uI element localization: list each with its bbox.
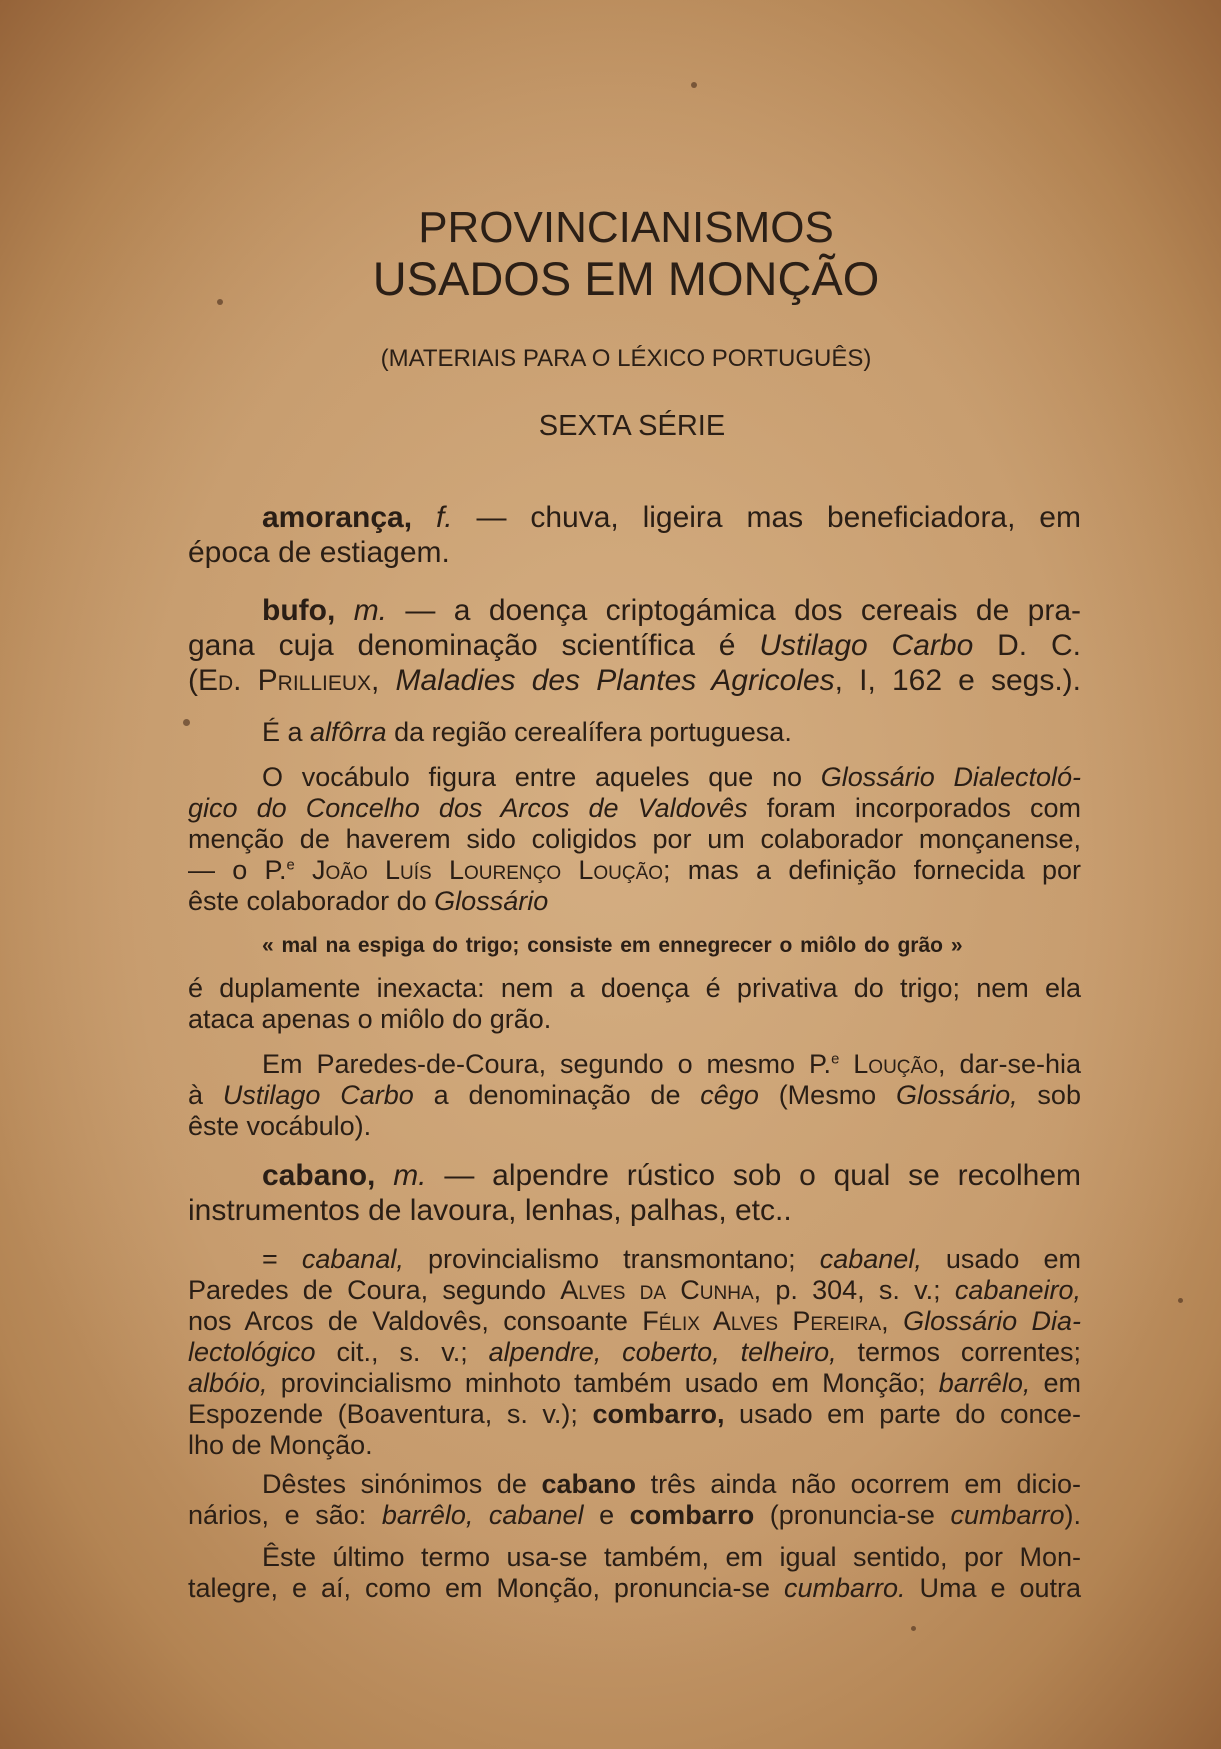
note-text: nos Arcos de Valdovês, consoante [188, 1306, 643, 1336]
italic-term: barrêlo, [938, 1368, 1031, 1398]
note-text: = [262, 1244, 302, 1274]
text-line [188, 1275, 1081, 1306]
text-line [188, 1430, 1081, 1461]
italic-term: cabanal, [301, 1244, 404, 1274]
note-text: , dar-se-hia [937, 1049, 1081, 1079]
italic-term: Ustilago Carbo [759, 629, 974, 662]
note-text: usado em parte do conce- [724, 1399, 1081, 1429]
note-paragraph [188, 762, 1081, 917]
definition-text: — chuva, ligeira mas beneficiadora, em [452, 501, 1081, 534]
note-paragraph [188, 1049, 1081, 1142]
note-text: O vocábulo figura entre aqueles que no [262, 762, 821, 792]
text-line [188, 535, 1081, 570]
definition-text: — a doença criptogámica dos cereais de pra- [387, 594, 1082, 627]
author-name: Ed. Prillieux [198, 664, 372, 697]
bold-term: combarro, [592, 1399, 725, 1429]
italic-term: Glossário Dialectoló- [820, 762, 1081, 792]
text-line [188, 1399, 1081, 1430]
text-line [188, 886, 1081, 917]
headword: amorança, [262, 501, 436, 534]
italic-term: gico do Concelho dos Arcos de Valdovês [188, 793, 748, 823]
note-text: (Mesmo [758, 1080, 897, 1110]
text-line [188, 1306, 1081, 1337]
italic-term: Maladies des Plantes Agricoles [395, 664, 835, 697]
superscript: e [286, 857, 295, 874]
definition-text: D. C. [973, 629, 1082, 662]
note-text: é duplamente inexacta: nem a doença é privativa do trigo; nem ela [188, 973, 1081, 1003]
text-line [188, 500, 1081, 535]
note-text: usado em [921, 1244, 1081, 1274]
entry-bufo [188, 593, 1081, 698]
italic-term: albóio, [188, 1368, 268, 1398]
italic-term: cabanel, [819, 1244, 922, 1274]
note-paragraph [188, 1469, 1081, 1531]
note-text: êste vocábulo). [188, 1111, 372, 1141]
note-text: provincialismo transmontano; [403, 1244, 820, 1274]
text-line [188, 1004, 1081, 1035]
italic-term: alpendre, coberto, telheiro, [488, 1337, 837, 1367]
title-line-2: USADOS EM MONÇÃO [372, 252, 880, 305]
text-line [188, 1049, 1081, 1080]
text-line [188, 1469, 1081, 1500]
headword: bufo, [262, 594, 354, 627]
note-text: provincialismo minhoto também usado em Monção; [267, 1368, 939, 1398]
note-text: Espozende (Boaventura, s. v.); [188, 1399, 593, 1429]
note-text: da região cerealífera portuguesa. [386, 717, 792, 747]
entry-amoranca [188, 500, 1081, 570]
text-line [188, 717, 1081, 748]
headword: cabano, [262, 1159, 394, 1192]
bold-term: combarro [629, 1500, 755, 1530]
author-name: João Luís Lourenço Loução [294, 855, 664, 885]
text-line [188, 855, 1081, 886]
italic-term: Glossário, [896, 1080, 1018, 1110]
definition-text: — alpendre rústico sob o qual se recolhem [426, 1159, 1081, 1192]
series-label: SEXTA SÉRIE [538, 410, 726, 442]
entry-cabano [188, 1158, 1081, 1228]
author-name: Alves da Cunha [560, 1275, 754, 1305]
text-line [188, 1080, 1081, 1111]
text-line [188, 1158, 1081, 1193]
note-text: cit., s. v.; [315, 1337, 489, 1367]
title-line-1: PROVINCIANISMOS [418, 203, 834, 252]
italic-term: cumbarro. [784, 1573, 906, 1603]
note-text: , [881, 1306, 904, 1336]
definition-text: gana cuja denominação scientífica é [188, 629, 760, 662]
author-name: Loução [839, 1049, 938, 1079]
note-text: três ainda não ocorrem em dicio- [636, 1469, 1081, 1499]
note-text: em [1030, 1368, 1081, 1398]
text-line [188, 793, 1081, 824]
grammar-tag: f. [435, 501, 453, 534]
note-text: lho de Monção. [188, 1430, 373, 1460]
note-text: Uma e outra [905, 1573, 1081, 1603]
paper-speck [1178, 1298, 1183, 1303]
italic-term: cabaneiro, [954, 1275, 1082, 1305]
note-paragraph [188, 1542, 1081, 1604]
superscript: e [831, 1051, 840, 1068]
note-text: — o P. [188, 855, 287, 885]
note-text: , p. 304, s. v.; [753, 1275, 955, 1305]
note-text: É a [262, 717, 311, 747]
paper-speck [911, 1626, 916, 1631]
definition-text: , [371, 664, 396, 697]
note-paragraph [188, 973, 1081, 1035]
note-text: ataca apenas o miôlo do grão. [188, 1004, 552, 1034]
text-line [188, 1337, 1081, 1368]
definition-text: ( [188, 664, 198, 697]
note-text: foram incorporados com [747, 793, 1081, 823]
author-name: Félix Alves Pereira [642, 1306, 882, 1336]
definition-text: instrumentos de lavoura, lenhas, palhas, etc.. [188, 1194, 792, 1227]
text-line [188, 973, 1081, 1004]
note-paragraph [188, 1244, 1081, 1461]
block-quote: « mal na espiga do trigo; consiste em ennegrecer o miôlo do grão » [262, 934, 963, 957]
subtitle: (MATERIAIS PARA O LÉXICO PORTUGUÊS) [380, 345, 872, 372]
italic-term: cêgo [700, 1080, 759, 1110]
note-text: nários, e são: [188, 1500, 382, 1530]
italic-term: alfôrra [310, 717, 387, 747]
italic-term: Ustilago Carbo [222, 1080, 414, 1110]
italic-term: Glossário [434, 886, 549, 916]
note-text: ; mas a definição fornecida por [663, 855, 1081, 885]
note-text: à [188, 1080, 223, 1110]
italic-term: lectológico [188, 1337, 316, 1367]
italic-term: Glossário Dia- [903, 1306, 1081, 1336]
note-text: Paredes de Coura, segundo [188, 1275, 561, 1305]
text-line [188, 1193, 1081, 1228]
text-line [188, 1500, 1081, 1531]
note-text: Em Paredes-de-Coura, segundo o mesmo P. [262, 1049, 832, 1079]
italic-term: barrêlo, cabanel [381, 1500, 584, 1530]
note-text: sob [1017, 1080, 1081, 1110]
text-line [188, 824, 1081, 855]
definition-text: , I, 162 e segs.). [834, 664, 1081, 697]
note-text: menção de haverem sido coligidos por um colaborador monçanense, [188, 824, 1081, 854]
note-text: (pronuncia-se [754, 1500, 951, 1530]
grammar-tag: m. [393, 1159, 427, 1192]
text-line [188, 762, 1081, 793]
note-paragraph [188, 717, 1081, 748]
note-text: ). [1064, 1500, 1081, 1530]
grammar-tag: m. [353, 594, 388, 627]
bold-term: cabano [541, 1469, 637, 1499]
paper-speck [691, 82, 697, 88]
text-line [188, 628, 1081, 663]
note-text: talegre, e aí, como em Monção, pronuncia-se [188, 1573, 784, 1603]
note-text: e [583, 1500, 630, 1530]
definition-text: época de estiagem. [188, 536, 450, 569]
note-text: Êste último termo usa-se também, em igual sentido, por Mon- [262, 1542, 1081, 1572]
note-text: êste colaborador do [188, 886, 435, 916]
note-text: termos correntes; [836, 1337, 1081, 1367]
text-line [188, 1244, 1081, 1275]
note-text: Dêstes sinónimos de [262, 1469, 542, 1499]
italic-term: cumbarro [950, 1500, 1065, 1530]
text-line [188, 1111, 1081, 1142]
text-line [188, 1542, 1081, 1573]
text-line [188, 593, 1081, 628]
text-line [188, 663, 1081, 698]
text-line [188, 1368, 1081, 1399]
text-line [188, 1573, 1081, 1604]
note-text: a denominação de [413, 1080, 701, 1110]
